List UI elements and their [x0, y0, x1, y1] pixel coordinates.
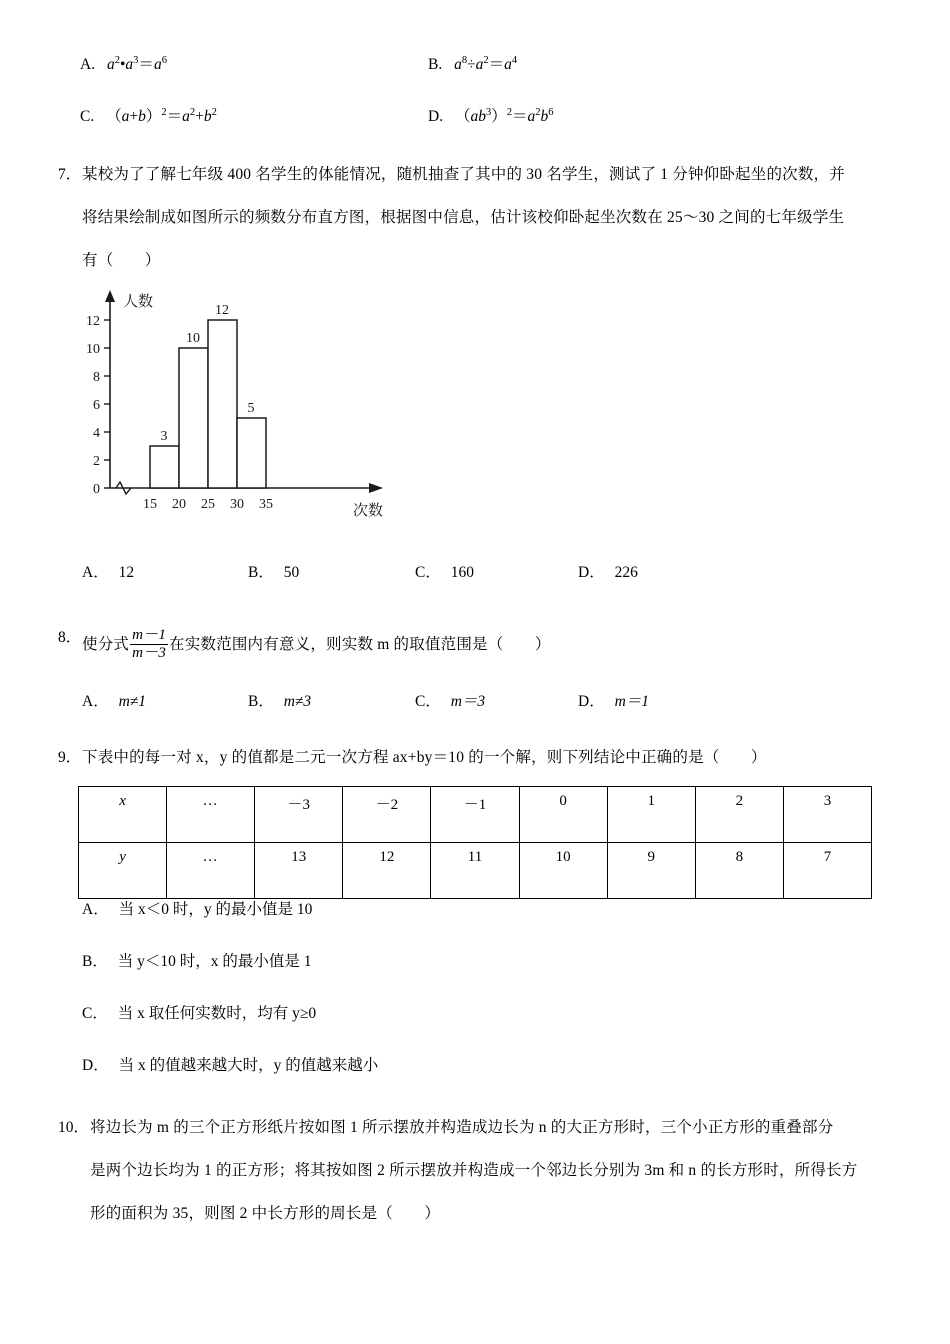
q8-statement — [82, 628, 551, 663]
table-row-y — [79, 843, 872, 899]
q8-fraction-numerator: m－1 — [132, 627, 167, 643]
q8-option-a-label: A． — [82, 693, 109, 710]
q7-line-1: 某校为了了解七年级 400 名学生的体能情况，随机抽查了其中的 30 名学生，测试了 1 分钟仰卧起坐的次数，并 — [82, 166, 845, 183]
q9-option-c-text: 当 x 取任何实数时，均有 y≥0 — [117, 1005, 317, 1022]
table-cell-y-6: 8 — [695, 843, 783, 899]
y-tick-label-12: 12 — [86, 314, 100, 329]
frequency-histogram-svg — [75, 282, 415, 527]
q7-option-d-label: D． — [578, 564, 605, 581]
q9-option-a — [82, 900, 312, 920]
x-tick-label-35: 35 — [259, 497, 273, 512]
q9-statement: 下表中的每一对 x，y 的值都是二元一次方程 ax+by＝10 的一个解，则下列结论中正确的是（ ） — [82, 749, 767, 766]
y-tick-label-8: 8 — [93, 370, 100, 385]
table-cell-y-3: 11 — [431, 843, 519, 899]
table-cell-y-2: 12 — [343, 843, 431, 899]
q7-option-c-text: 160 — [450, 564, 474, 581]
q10-line-3: 形的面积为 35，则图 2 中长方形的周长是（ ） — [90, 1205, 441, 1222]
x-axis-title: 次数 — [353, 503, 384, 519]
q9-option-c-label: C． — [82, 1005, 108, 1022]
q8-option-d-text: m＝1 — [614, 693, 650, 710]
y-tick-label-10: 10 — [86, 342, 100, 357]
x-tick-label-30: 30 — [230, 497, 244, 512]
bar-value-label-2: 10 — [186, 331, 200, 346]
table-header-x: x — [79, 787, 167, 843]
q6-option-b — [428, 55, 517, 75]
q8-option-a-text: m≠1 — [118, 693, 147, 710]
table-cell-x-5: 1 — [607, 787, 695, 843]
table-cell-x-3: －1 — [431, 787, 519, 843]
q10-line-1: 将边长为 m 的三个正方形纸片按如图 1 所示摆放并构造成边长为 n 的大正方形时，三个小正方形的重叠部分 — [90, 1119, 834, 1136]
x-tick-label-25: 25 — [201, 497, 215, 512]
q9-option-c — [82, 1004, 316, 1024]
table-cell-y-4: 10 — [519, 843, 607, 899]
table-cell-x-7: 3 — [783, 787, 871, 843]
q8-option-b-text: m≠3 — [283, 693, 312, 710]
y-axis-arrow-head — [105, 290, 115, 302]
y-axis-title: 人数 — [123, 294, 154, 310]
q7-option-b-text: 50 — [283, 564, 300, 581]
q6-option-b-label: B. — [428, 56, 443, 73]
table-row-x — [79, 787, 872, 843]
q9-option-d-label: D． — [82, 1057, 109, 1074]
q6-option-d — [428, 107, 554, 127]
q6-option-b-expression: $a^8\div a^2=a^4$ — [454, 54, 518, 73]
q6-option-c — [80, 107, 217, 127]
y-axis-ticks — [104, 320, 110, 488]
q7-option-d — [578, 563, 638, 583]
q8-option-d-label: D． — [578, 693, 605, 710]
q6-option-a-label: A. — [80, 56, 96, 73]
table-cell-x-6: 2 — [695, 787, 783, 843]
x-tick-label-20: 20 — [172, 497, 186, 512]
q6-option-a-expression: $a^2•a^3=a^6$ — [106, 54, 167, 73]
q6-option-c-label: C. — [80, 108, 95, 125]
q8-option-d — [578, 692, 649, 712]
q6-option-c-expression: $(a+b)^2=a^2+b^2$ — [106, 106, 217, 125]
q7-option-c-label: C． — [415, 564, 441, 581]
q9-option-a-text: 当 x＜0 时，y 的最小值是 10 — [118, 901, 313, 918]
x-axis-arrow-head — [369, 483, 383, 493]
q7-option-a-text: 12 — [118, 564, 135, 581]
solutions-table — [78, 786, 872, 899]
bar-value-label-1: 3 — [160, 429, 168, 444]
q8-fraction-denominator: m－3 — [132, 645, 167, 661]
q8-option-a — [82, 692, 146, 712]
q7-option-b-label: B． — [248, 564, 274, 581]
q8-prefix: 使分式 — [82, 636, 130, 654]
q6-option-a — [80, 55, 167, 75]
q7-option-d-text: 226 — [614, 564, 638, 581]
q9-option-b-label: B． — [82, 953, 108, 970]
table-cell-y-0: … — [167, 843, 255, 899]
table-cell-x-2: －2 — [343, 787, 431, 843]
table-cell-y-1: 13 — [255, 843, 343, 899]
q8-fraction — [130, 627, 168, 662]
q7-number: 7． — [58, 166, 82, 183]
q10-line-2: 是两个边长均为 1 的正方形；将其按如图 2 所示摆放并构造成一个邻边长分别为 3m 和 n 的长方形时，所得长方 — [90, 1162, 858, 1179]
q8-number: 8． — [58, 629, 82, 646]
q10-number: 10． — [58, 1119, 90, 1136]
q7-option-b — [248, 563, 299, 583]
q7-line-2: 将结果绘制成如图所示的频数分布直方图，根据图中信息，估计该校仰卧起坐次数在 25～30 之间的七年级学生 — [82, 209, 845, 226]
q8-option-c — [415, 692, 485, 712]
q8-option-c-text: m＝3 — [450, 693, 486, 710]
q8-option-c-label: C． — [415, 693, 441, 710]
q7-line-3: 有（ ） — [82, 252, 161, 269]
y-tick-label-0: 0 — [93, 482, 100, 497]
table-cell-x-4: 0 — [519, 787, 607, 843]
y-axis-tick-labels — [86, 314, 100, 497]
q9-option-b-text: 当 y＜10 时，x 的最小值是 1 — [117, 953, 312, 970]
q9-option-a-label: A． — [82, 901, 109, 918]
frequency-histogram-figure — [75, 282, 415, 527]
table-cell-x-1: －3 — [255, 787, 343, 843]
q7-option-c — [415, 563, 474, 583]
x-tick-label-15: 15 — [143, 497, 157, 512]
q7-option-a-label: A． — [82, 564, 109, 581]
q8-option-b — [248, 692, 311, 712]
bar-value-label-3: 12 — [215, 303, 229, 318]
y-tick-label-2: 2 — [93, 454, 100, 469]
q7-option-a — [82, 563, 134, 583]
q9-option-d-text: 当 x 的值越来越大时，y 的值越来越小 — [118, 1057, 379, 1074]
histogram-bar-20-25 — [179, 348, 208, 488]
y-tick-label-6: 6 — [93, 398, 100, 413]
q9-option-d — [82, 1056, 378, 1076]
q8-suffix: 在实数范围内有意义，则实数 m 的取值范围是（ ） — [169, 636, 551, 654]
q6-option-d-label: D. — [428, 108, 444, 125]
table-header-y: y — [79, 843, 167, 899]
table-cell-y-7: 7 — [783, 843, 871, 899]
table-cell-y-5: 9 — [607, 843, 695, 899]
y-tick-label-4: 4 — [93, 426, 100, 441]
x-axis-tick-labels — [143, 497, 273, 512]
histogram-bar-15-20 — [150, 446, 179, 488]
histogram-bar-25-30 — [208, 320, 237, 488]
q8-option-b-label: B． — [248, 693, 274, 710]
q9-number: 9． — [58, 749, 82, 766]
q6-option-d-expression: $(ab^3)^2=a^2b^6$ — [454, 106, 554, 125]
table-cell-x-0: … — [167, 787, 255, 843]
q9-option-b — [82, 952, 311, 972]
histogram-bar-30-35 — [237, 418, 266, 488]
bar-value-label-4: 5 — [247, 401, 255, 416]
